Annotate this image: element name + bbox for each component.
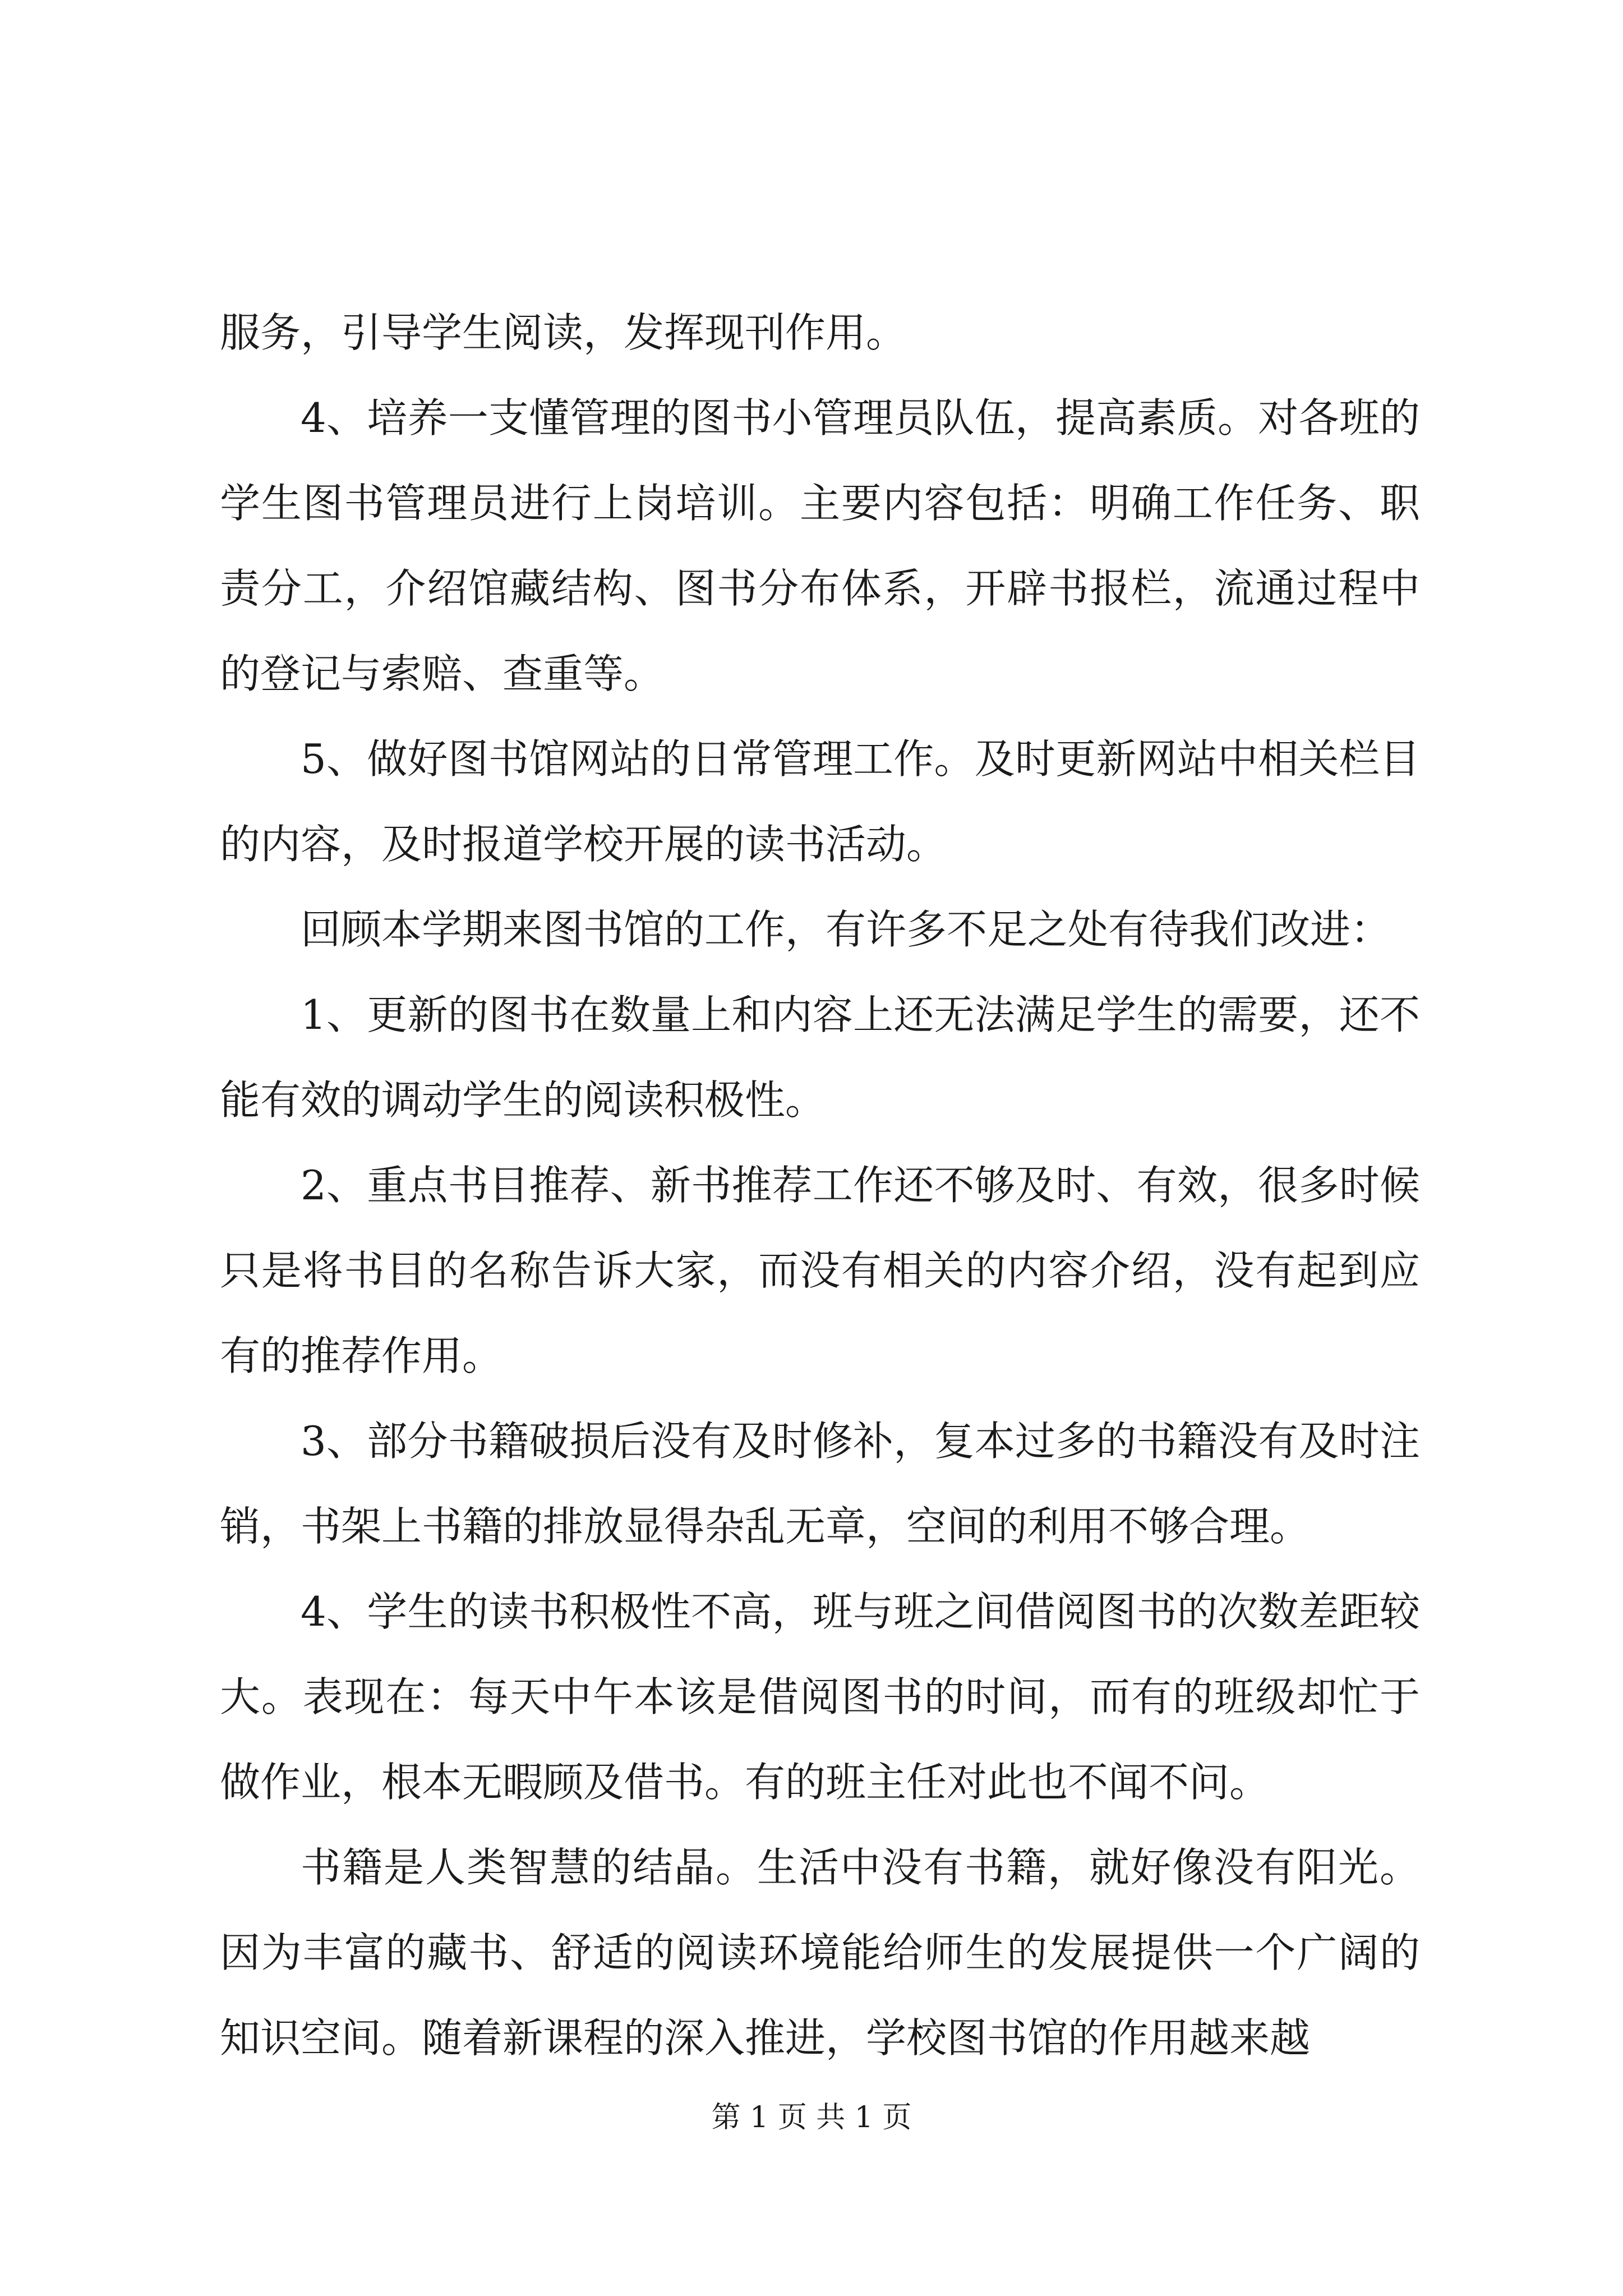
- paragraph-7: 3、部分书籍破损后没有及时修补，复本过多的书籍没有及时注销，书架上书籍的排放显得杂乱无章，空间的利用不够合理。: [220, 1418, 1420, 1550]
- page-footer: [0, 2098, 1623, 2137]
- paragraph-5: 1、更新的图书在数量上和内容上还无法满足学生的需要，还不能有效的调动学生的阅读积极性。: [220, 991, 1420, 1124]
- page-number-label: 第 1 页 共 1 页: [711, 2101, 912, 2134]
- document-body: [220, 290, 1420, 2081]
- paragraph-3: 5、做好图书馆网站的日常管理工作。及时更新网站中相关栏目的内容，及时报道学校开展的读书活动。: [220, 735, 1420, 868]
- paragraph-9: 书籍是人类智慧的结晶。生活中没有书籍，就好像没有阳光。因为丰富的藏书、舒适的阅读环境能给师生的发展提供一个广阔的知识空间。随着新课程的深入推进，学校图书馆的作用越来越: [220, 1844, 1420, 2062]
- paragraph-4: 回顾本学期来图书馆的工作，有许多不足之处有待我们改进：: [301, 906, 1391, 953]
- paragraph-6: 2、重点书目推荐、新书推荐工作还不够及时、有效，很多时候只是将书目的名称告诉大家，而没有相关的内容介绍，没有起到应有的推荐作用。: [220, 1162, 1420, 1379]
- paragraph-2: 4、培养一支懂管理的图书小管理员队伍，提高素质。对各班的学生图书管理员进行上岗培训。主要内容包括：明确工作任务、职责分工，介绍馆藏结构、图书分布体系，开辟书报栏，流通过程中的登记与索赔、查重等。: [220, 394, 1420, 697]
- paragraph-8: 4、学生的读书积极性不高，班与班之间借阅图书的次数差距较大。表现在：每天中午本该是借阅图书的时间，而有的班级却忙于做作业，根本无暇顾及借书。有的班主任对此也不闻不问。: [220, 1588, 1420, 1806]
- paragraph-1: 服务，引导学生阅读，发挥现刊作用。: [220, 309, 907, 356]
